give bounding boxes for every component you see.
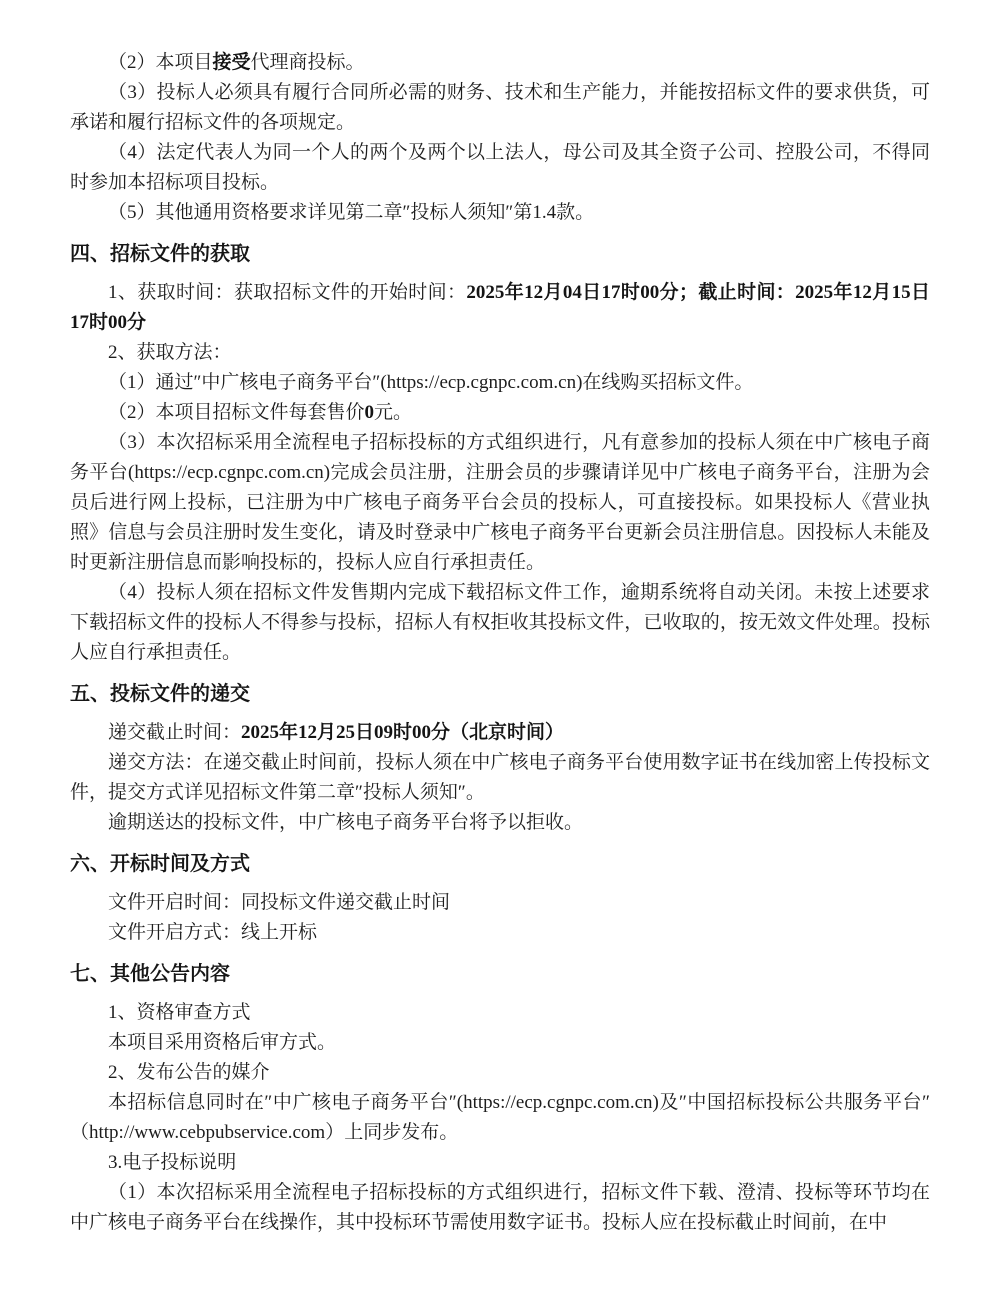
section-heading: [70, 849, 930, 879]
paragraph: [70, 578, 930, 668]
text-run: （4）法定代表人为同一个人的两个及两个以上法人，母公司及其全资子公司、控股公司，不得同时参加本招标项目投标。: [70, 142, 930, 193]
text-run: 2、获取方法：: [108, 342, 232, 363]
document-body: [70, 48, 930, 1238]
paragraph: [70, 428, 930, 578]
text-run: 1、获取时间：获取招标文件的开始时间：: [108, 282, 467, 303]
paragraph: [70, 718, 930, 748]
text-run: 1、资格审查方式: [108, 1002, 251, 1023]
text-run: （2）本项目招标文件每套售价: [108, 402, 365, 423]
text-run: 逾期送达的投标文件，中广核电子商务平台将予以拒收。: [108, 812, 584, 833]
bold-text-run: 2025年12月25日09时00分（北京时间）: [241, 722, 565, 743]
text-run: （1）通过″中广核电子商务平台″(https://ecp.cgnpc.com.cn)在线购买招标文件。: [108, 372, 754, 393]
paragraph: [70, 748, 930, 808]
paragraph: [70, 918, 930, 948]
bold-text-run: 2025年12月04日17时00分；截止时间：2025年12月15日17时00分: [70, 282, 930, 333]
section-heading: [70, 679, 930, 709]
paragraph: [70, 398, 930, 428]
text-run: （3）投标人必须具有履行合同所必需的财务、技术和生产能力，并能按招标文件的要求供货，可承诺和履行招标文件的各项规定。: [70, 82, 930, 133]
text-run: 递交截止时间：: [108, 722, 242, 743]
text-run: 文件开启时间：同投标文件递交截止时间: [108, 892, 451, 913]
section-heading: [70, 239, 930, 269]
paragraph: [70, 888, 930, 918]
text-run: 本招标信息同时在″中广核电子商务平台″(https://ecp.cgnpc.com.cn)及″中国招标投标公共服务平台″（http://www.cebpubservice.com）上同步发布。: [70, 1092, 930, 1143]
bold-text-run: 0: [364, 402, 375, 423]
text-run: 文件开启方式：线上开标: [108, 922, 318, 943]
paragraph: [70, 1178, 930, 1238]
text-run: 2、发布公告的媒介: [108, 1062, 270, 1083]
text-run: 3.电子投标说明: [108, 1152, 237, 1173]
paragraph: [70, 1058, 930, 1088]
text-run: 七、其他公告内容: [70, 963, 230, 985]
text-run: （5）其他通用资格要求详见第二章″投标人须知″第1.4款。: [108, 202, 595, 223]
paragraph: [70, 1028, 930, 1058]
text-run: 六、开标时间及方式: [70, 853, 250, 875]
paragraph: [70, 1148, 930, 1178]
text-run: 五、投标文件的递交: [70, 683, 250, 705]
paragraph: [70, 1088, 930, 1148]
text-run: 本项目采用资格后审方式。: [108, 1032, 337, 1053]
paragraph: [70, 338, 930, 368]
paragraph: [70, 368, 930, 398]
text-run: 元。: [374, 402, 413, 423]
text-run: 四、招标文件的获取: [70, 243, 250, 265]
text-run: （3）本次招标采用全流程电子招标投标的方式组织进行，凡有意参加的投标人须在中广核电子商务平台(https://ecp.cgnpc.com.cn)完成会员注册，注册会员的步骤请详见中广核电子商务平台，注册为会员后进行网上投标，已注册为中广核电子商务平台会员的投标人，可直接投标。如果投标人《营业执照》信息与会员注册时发生变化，请及时登录中广核电子商务平台更新会员注册信息。因投标人未能及时更新注册信息而影响投标的，投标人应自行承担责任。: [70, 432, 930, 573]
paragraph: [70, 278, 930, 338]
section-heading: [70, 959, 930, 989]
text-run: （1）本次招标采用全流程电子招标投标的方式组织进行，招标文件下载、澄清、投标等环节均在中广核电子商务平台在线操作，其中投标环节需使用数字证书。投标人应在投标截止时间前，在中: [70, 1182, 930, 1233]
paragraph: [70, 808, 930, 838]
paragraph: [70, 78, 930, 138]
text-run: （2）本项目: [108, 52, 213, 73]
paragraph: [70, 48, 930, 78]
paragraph: [70, 138, 930, 198]
paragraph: [70, 198, 930, 228]
bold-text-run: 接受: [212, 52, 251, 73]
paragraph: [70, 998, 930, 1028]
text-run: （4）投标人须在招标文件发售期内完成下载招标文件工作，逾期系统将自动关闭。未按上述要求下载招标文件的投标人不得参与投标，招标人有权拒收其投标文件，已收取的，按无效文件处理。投标人应自行承担责任。: [70, 582, 930, 663]
text-run: 代理商投标。: [250, 52, 365, 73]
text-run: 递交方法：在递交截止时间前，投标人须在中广核电子商务平台使用数字证书在线加密上传投标文件，提交方式详见招标文件第二章″投标人须知″。: [70, 752, 930, 803]
